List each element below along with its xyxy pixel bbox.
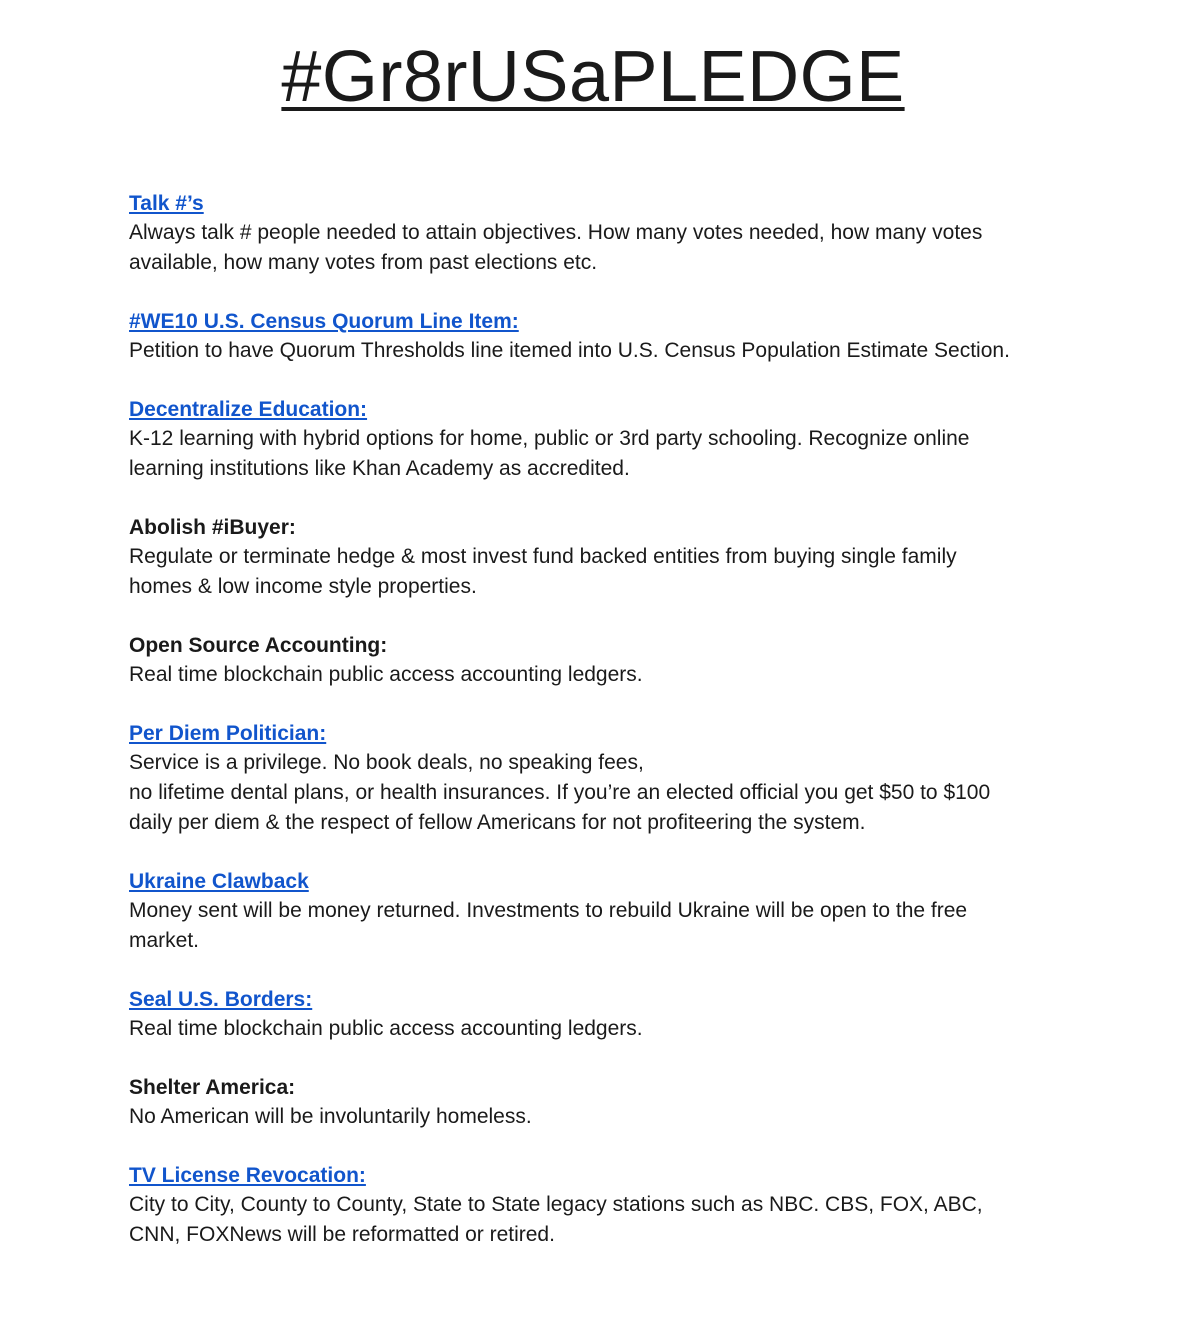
- section-decentralize-education: [129, 395, 1129, 484]
- pledge-list: [129, 189, 1129, 1279]
- section-ukraine-clawback: [129, 867, 1129, 956]
- section-tv-license-revocation: [129, 1161, 1129, 1250]
- section-text: City to City, County to County, State to State legacy stations such as NBC. CBS, FOX, ABC,: [129, 1193, 983, 1216]
- census-quorum-link[interactable]: #WE10 U.S. Census Quorum Line Item:: [129, 310, 519, 333]
- per-diem-politician-link[interactable]: Per Diem Politician:: [129, 722, 327, 745]
- section-census-quorum: [129, 307, 1129, 366]
- section-open-source-accounting: [129, 631, 1129, 690]
- shelter-america-heading: Shelter America:: [129, 1076, 296, 1099]
- talk-numbers-link[interactable]: Talk #’s: [129, 192, 204, 215]
- abolish-ibuyer-heading: Abolish #iBuyer:: [129, 516, 296, 539]
- section-text: Real time blockchain public access accounting ledgers.: [129, 1017, 643, 1040]
- page-title: [0, 34, 1186, 120]
- section-text: market.: [129, 929, 200, 952]
- section-shelter-america: [129, 1073, 1129, 1132]
- section-text: daily per diem & the respect of fellow Americans for not profiteering the system.: [129, 811, 866, 834]
- page-title-text: #Gr8rUSaPLEDGE: [281, 37, 905, 117]
- open-source-accounting-heading: Open Source Accounting:: [129, 634, 388, 657]
- section-text: No American will be involuntarily homeless.: [129, 1105, 532, 1128]
- ukraine-clawback-link[interactable]: Ukraine Clawback: [129, 870, 309, 893]
- decentralize-education-link[interactable]: Decentralize Education:: [129, 398, 368, 421]
- section-text: Real time blockchain public access accounting ledgers.: [129, 663, 643, 686]
- section-abolish-ibuyer: [129, 513, 1129, 602]
- section-text: Always talk # people needed to attain objectives. How many votes needed, how many votes: [129, 221, 983, 244]
- section-text: homes & low income style properties.: [129, 575, 477, 598]
- section-text: Regulate or terminate hedge & most invest fund backed entities from buying single family: [129, 545, 957, 568]
- section-text: Service is a privilege. No book deals, no speaking fees,: [129, 751, 644, 774]
- section-text: learning institutions like Khan Academy as accredited.: [129, 457, 630, 480]
- tv-license-revocation-link[interactable]: TV License Revocation:: [129, 1164, 366, 1187]
- section-text: Petition to have Quorum Thresholds line itemed into U.S. Census Population Estimate Section.: [129, 339, 1010, 362]
- section-text: K-12 learning with hybrid options for home, public or 3rd party schooling. Recognize online: [129, 427, 970, 450]
- section-text: no lifetime dental plans, or health insurances. If you’re an elected official you get $50 to $100: [129, 781, 991, 804]
- section-text: available, how many votes from past elections etc.: [129, 251, 598, 274]
- section-text: CNN, FOXNews will be reformatted or retired.: [129, 1223, 555, 1246]
- section-per-diem-politician: [129, 719, 1129, 838]
- section-talk-numbers: [129, 189, 1129, 278]
- seal-borders-link[interactable]: Seal U.S. Borders:: [129, 988, 313, 1011]
- section-seal-borders: [129, 985, 1129, 1044]
- section-text: Money sent will be money returned. Investments to rebuild Ukraine will be open to the free: [129, 899, 968, 922]
